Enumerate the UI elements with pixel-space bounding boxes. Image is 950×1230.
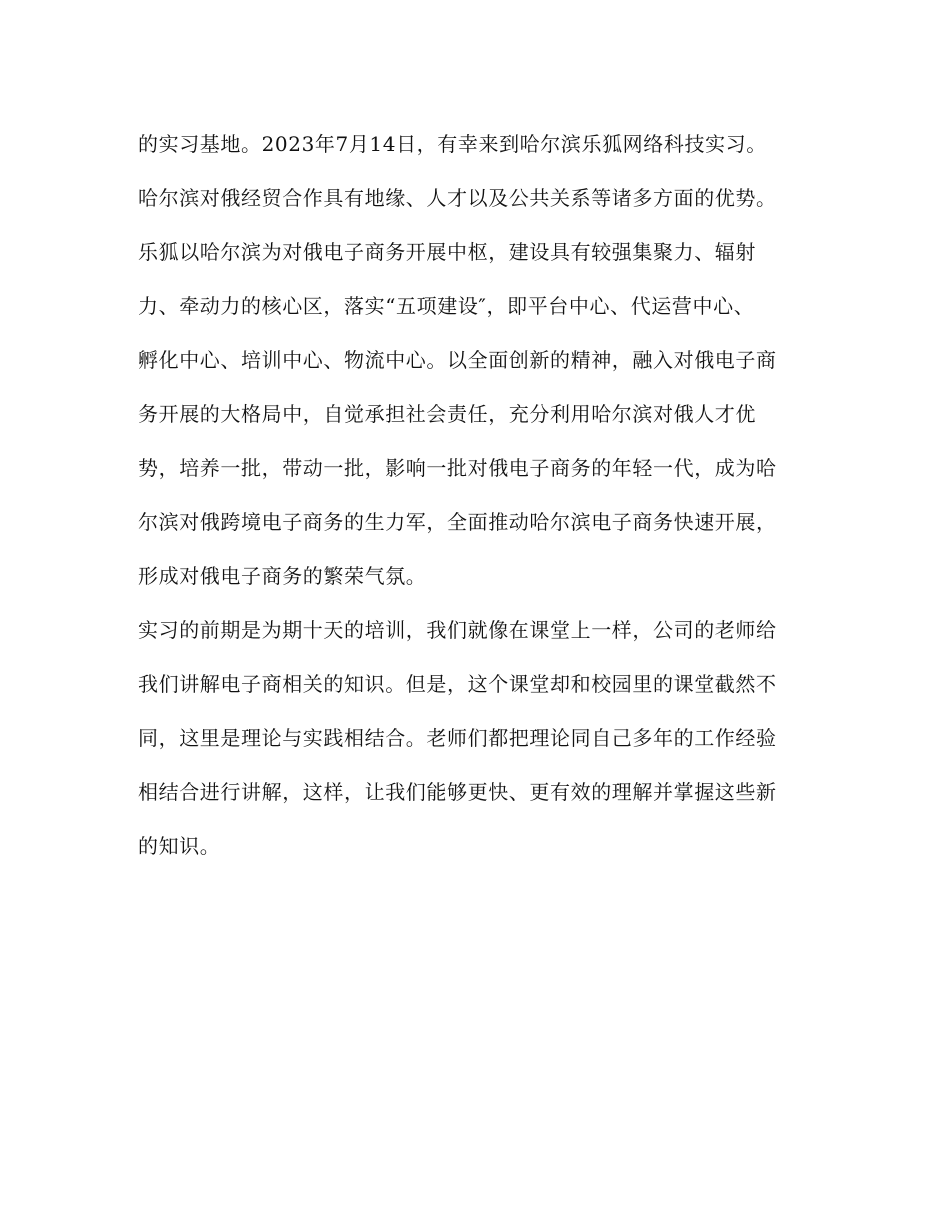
text-line: 力、牵动力的核心区，落实“五项建设″，即平台中心、代运营中心、 xyxy=(138,294,755,318)
text-line: 务开展的大格局中，自觉承担社会责任，充分利用哈尔滨对俄人才优 xyxy=(138,402,756,426)
text-line: 势，培养一批，带动一批，影响一批对俄电子商务的年轻一代，成为哈 xyxy=(138,456,777,480)
text-line: 的实习基地。2023年7月14日，有幸来到哈尔滨乐狐网络科技实习。 xyxy=(138,132,767,156)
body-text xyxy=(138,122,818,878)
text-line: 哈尔滨对俄经贸合作具有地缘、人才以及公共关系等诸多方面的优势。 xyxy=(138,186,777,210)
text-line: 实习的前期是为期十天的培训，我们就像在课堂上一样，公司的老师给 xyxy=(138,618,777,642)
text-line: 孵化中心、培训中心、物流中心。以全面创新的精神，融入对俄电子商 xyxy=(138,348,777,372)
text-line: 相结合进行讲解，这样，让我们能够更快、更有效的理解并掌握这些新 xyxy=(138,780,777,804)
text-line: 的知识。 xyxy=(138,834,221,858)
text-line: 我们讲解电子商相关的知识。但是，这个课堂却和校园里的课堂截然不 xyxy=(138,672,777,696)
text-line: 形成对俄电子商务的繁荣气氛。 xyxy=(138,564,427,588)
text-line: 同，这里是理论与实践相结合。老师们都把理论同自己多年的工作经验 xyxy=(138,726,777,750)
text-line: 乐狐以哈尔滨为对俄电子商务开展中枢，建设具有较强集聚力、辐射 xyxy=(138,240,756,264)
text-line: 尔滨对俄跨境电子商务的生力军，全面推动哈尔滨电子商务快速开展， xyxy=(138,510,777,534)
